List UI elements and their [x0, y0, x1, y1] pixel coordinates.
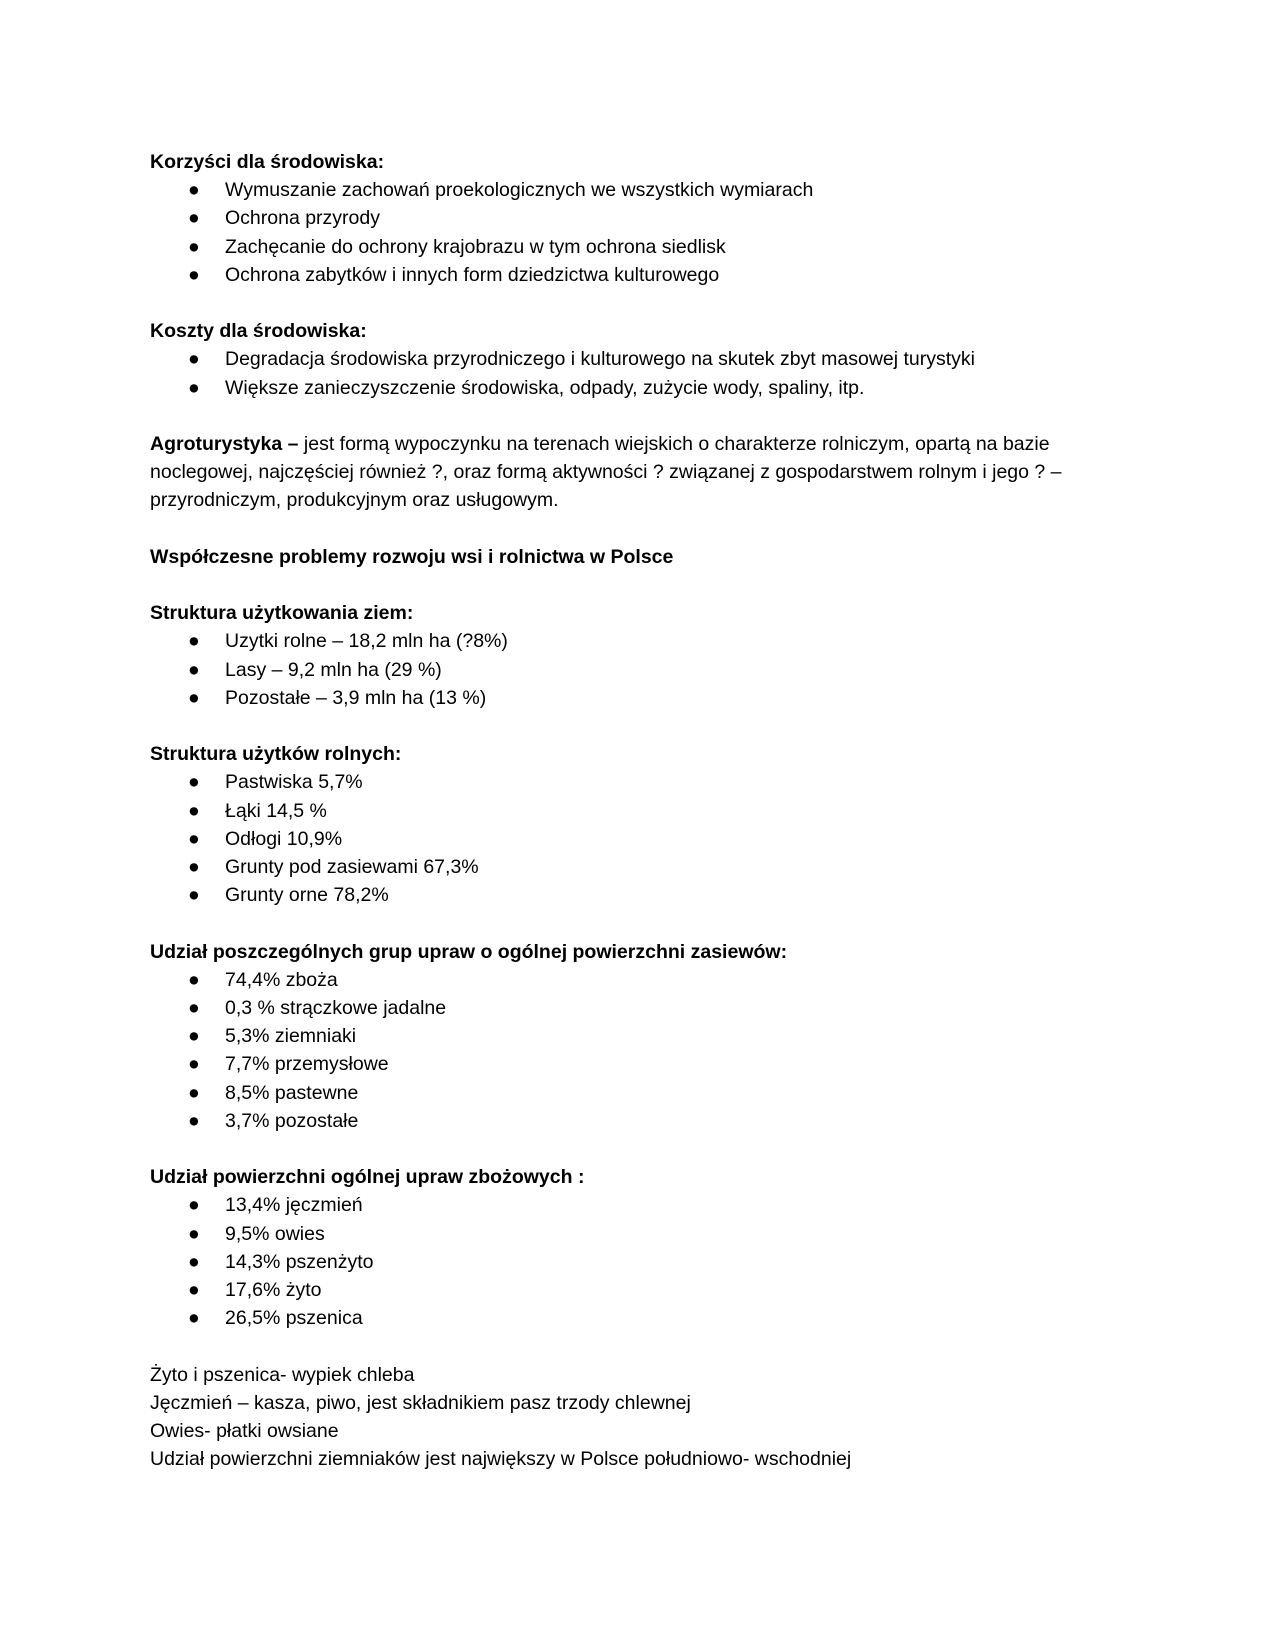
section-heading-udzial-zboz: Udział powierzchni ogólnej upraw zbożowych : [150, 1166, 585, 1189]
bullet-icon: ● [188, 686, 200, 709]
list-item: ● Wymuszanie zachowań proekologicznych we wszystkich wymiarach [150, 176, 1140, 204]
list-item: ● Lasy – 9,2 mln ha (29 %) [150, 656, 1140, 684]
bullet-icon: ● [188, 348, 200, 371]
list-struktura-uzytkow [150, 768, 1140, 909]
bullet-icon: ● [188, 630, 200, 653]
note-line: Żyto i pszenica- wypiek chleba [150, 1363, 415, 1386]
list-item: ● Ochrona zabytków i innych form dziedzictwa kulturowego [150, 261, 1140, 289]
list-item: ● 26,5% pszenica [150, 1304, 1140, 1332]
document-page [150, 148, 1140, 1473]
list-korzysci [150, 176, 1140, 289]
list-item: ● 7,7% przemysłowe [150, 1050, 1140, 1078]
bullet-icon: ● [188, 235, 200, 258]
bullet-icon: ● [188, 1194, 200, 1217]
section-heading-udzial-grup: Udział poszczególnych grup upraw o ogólnej powierzchni zasiewów: [150, 940, 788, 963]
bullet-icon: ● [188, 1279, 200, 1302]
list-item: ● 5,3% ziemniaki [150, 1022, 1140, 1050]
section-heading-struktura-ziem: Struktura użytkowania ziem: [150, 602, 414, 625]
list-item: ● Uzytki rolne – 18,2 mln ha (?8%) [150, 627, 1140, 655]
list-item: ● Pastwiska 5,7% [150, 768, 1140, 796]
agroturystyka-paragraph [150, 430, 1140, 515]
note-line: Owies- płatki owsiane [150, 1420, 339, 1443]
section-heading-struktura-uzytkow: Struktura użytków rolnych: [150, 743, 402, 766]
list-item: ● Grunty orne 78,2% [150, 881, 1140, 909]
list-item: ● 0,3 % strączkowe jadalne [150, 994, 1140, 1022]
list-item: ● 14,3% pszenżyto [150, 1248, 1140, 1276]
list-item: ● 13,4% jęczmień [150, 1191, 1140, 1219]
note-line: Udział powierzchni ziemniaków jest największy w Polsce południowo- wschodniej [150, 1448, 852, 1471]
list-item: ● Łąki 14,5 % [150, 797, 1140, 825]
list-struktura-ziem [150, 627, 1140, 712]
bullet-icon: ● [188, 263, 200, 286]
list-item: ● 9,5% owies [150, 1220, 1140, 1248]
bullet-icon: ● [188, 1222, 200, 1245]
bullet-icon: ● [188, 1053, 200, 1076]
list-item: ● 17,6% żyto [150, 1276, 1140, 1304]
bullet-icon: ● [188, 884, 200, 907]
list-item: ● Odłogi 10,9% [150, 825, 1140, 853]
list-item: ● 8,5% pastewne [150, 1079, 1140, 1107]
bullet-icon: ● [188, 1081, 200, 1104]
list-item: ● 74,4% zboża [150, 966, 1140, 994]
bullet-icon: ● [188, 771, 200, 794]
list-item: ● Grunty pod zasiewami 67,3% [150, 853, 1140, 881]
list-item: ● Pozostałe – 3,9 mln ha (13 %) [150, 684, 1140, 712]
bullet-icon: ● [188, 207, 200, 230]
bullet-icon: ● [188, 179, 200, 202]
list-koszty [150, 345, 1140, 401]
list-item: ● Zachęcanie do ochrony krajobrazu w tym ochrona siedlisk [150, 233, 1140, 261]
bullet-icon: ● [188, 658, 200, 681]
note-line: Jęczmień – kasza, piwo, jest składnikiem pasz trzody chlewnej [150, 1391, 691, 1414]
list-item: ● 3,7% pozostałe [150, 1107, 1140, 1135]
bullet-icon: ● [188, 1025, 200, 1048]
bullet-icon: ● [188, 856, 200, 878]
section-heading-problemy: Współczesne problemy rozwoju wsi i rolnictwa w Polsce [150, 545, 674, 568]
list-udzial-grup [150, 966, 1140, 1135]
agroturystyka-term: Agroturystyka – [150, 433, 299, 455]
list-item: ● Większe zanieczyszczenie środowiska, odpady, zużycie wody, spaliny, itp. [150, 374, 1140, 402]
bullet-icon: ● [188, 376, 200, 399]
bullet-icon: ● [188, 968, 200, 991]
bullet-icon: ● [188, 1250, 200, 1273]
list-udzial-zboz [150, 1191, 1140, 1332]
bullet-icon: ● [188, 1307, 200, 1330]
list-item: ● Ochrona przyrody [150, 204, 1140, 232]
bullet-icon: ● [188, 827, 200, 850]
section-heading-koszty: Koszty dla środowiska: [150, 320, 367, 343]
bullet-icon: ● [188, 799, 200, 822]
agroturystyka-definition: jest formą wypoczynku na terenach wiejskich o charakterze rolniczym, opartą na bazie noclegowej, najczęściej również ?, oraz formą aktywności ? związanej z gospodarstwem rolnym i jego ? – przyrodniczym, produkcyjnym oraz usługowym. [150, 433, 1062, 512]
list-item: ● Degradacja środowiska przyrodniczego i kulturowego na skutek zbyt masowej turystyki [150, 345, 1140, 373]
bullet-icon: ● [188, 997, 200, 1019]
bullet-icon: ● [188, 1109, 200, 1132]
section-heading-korzysci: Korzyści dla środowiska: [150, 151, 385, 173]
